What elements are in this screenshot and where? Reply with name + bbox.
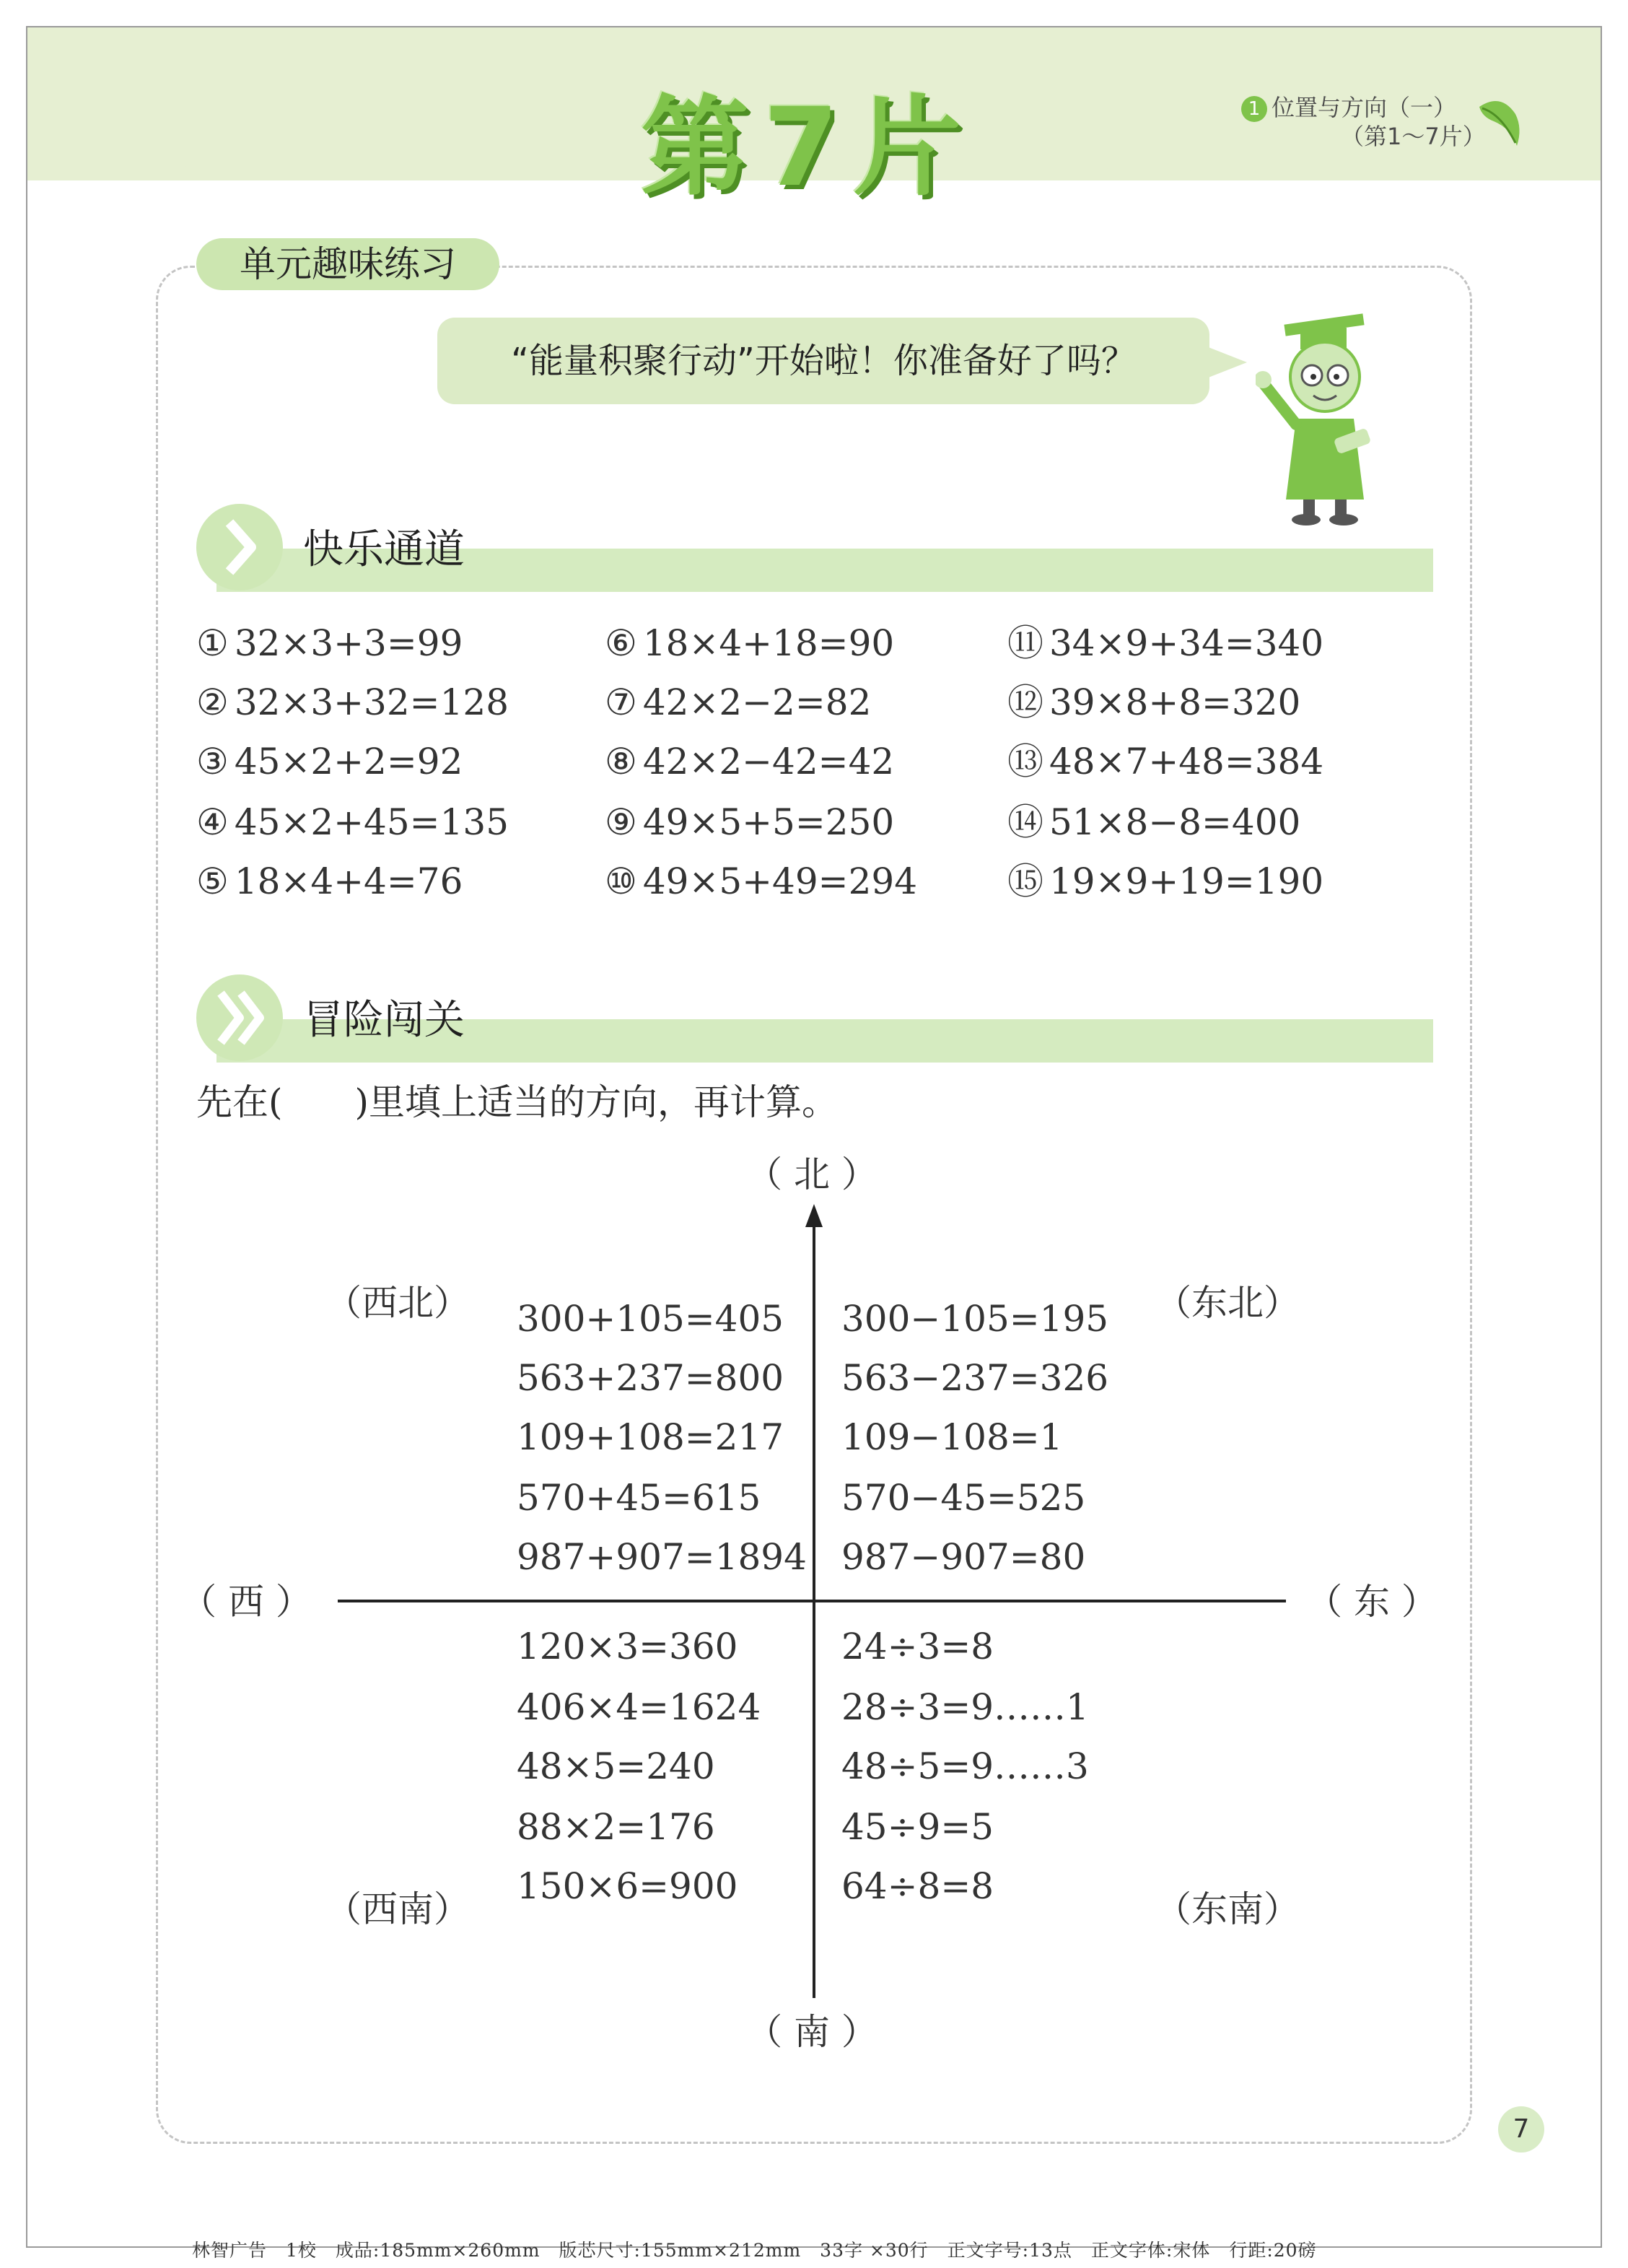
quadrant-nw-equation: 570+45=615 <box>517 1477 761 1519</box>
quadrant-ne-equation: 109−108=1 <box>841 1416 1063 1458</box>
direction-east: （ 东 ） <box>1306 1581 1437 1623</box>
quadrant-ne-equation: 987−907=80 <box>841 1536 1086 1578</box>
page-title: 第7片 <box>640 85 976 211</box>
exercise-equation: 19×9+19=190 <box>1049 860 1324 902</box>
exercise-equation: 42×2−42=42 <box>642 741 895 782</box>
speech-bubble: “能量积聚行动”开始啦！你准备好了吗？ <box>437 318 1209 404</box>
quadrant-nw-equation: 563+237=800 <box>517 1357 784 1399</box>
quadrant-se-equation: 28÷3=9……1 <box>841 1686 1089 1728</box>
exercise-item <box>1007 618 1323 668</box>
quadrant-se-equation: 24÷3=8 <box>841 1626 994 1667</box>
exercise-equation: 48×7+48=384 <box>1049 741 1324 782</box>
chapter-title-text: 位置与方向（一） <box>1272 94 1457 121</box>
direction-southeast: （东南） <box>1155 1888 1300 1930</box>
double-chevron-right-icon <box>211 989 276 1047</box>
exercise-item <box>605 677 871 728</box>
quadrant-nw-equation: 109+108=217 <box>517 1416 784 1458</box>
exercise-item <box>196 618 463 668</box>
direction-west: （ 西 ） <box>180 1581 312 1623</box>
instruction-text: 先在( )里填上适当的方向，再计算。 <box>196 1081 839 1123</box>
exercise-number: ⑮ <box>1007 860 1043 902</box>
quadrant-se-equation: 64÷8=8 <box>841 1865 994 1907</box>
print-info-footer: 林智广告 1校 成品:185mm×260mm 版芯尺寸:155mm×212mm 33字 ×30行 正文字号:13点 正文字体:宋体 行距:20磅 <box>192 2240 1317 2261</box>
exercise-item <box>196 677 509 728</box>
direction-north: （ 北 ） <box>746 1153 878 1195</box>
exercise-equation: 18×4+18=90 <box>642 622 895 664</box>
direction-northeast: （东北） <box>1155 1282 1300 1324</box>
quadrant-ne-equation: 563−237=326 <box>841 1357 1109 1399</box>
quadrant-sw-equation: 406×4=1624 <box>517 1686 761 1728</box>
exercise-equation: 49×5+49=294 <box>642 860 918 902</box>
page-number: 7 <box>1498 2106 1544 2153</box>
exercise-number: ① <box>196 622 229 664</box>
exercise-equation: 34×9+34=340 <box>1049 622 1324 664</box>
chevron-right-icon <box>216 518 267 576</box>
exercise-number: ③ <box>196 741 229 782</box>
exercise-number: ⑬ <box>1007 741 1043 782</box>
quadrant-se-equation: 45÷9=5 <box>841 1806 994 1848</box>
section2-title: 冒险闯关 <box>303 997 465 1044</box>
exercise-item <box>1007 677 1300 728</box>
exercise-item <box>1007 856 1323 907</box>
exercise-equation: 39×8+8=320 <box>1049 681 1301 723</box>
exercise-equation: 18×4+4=76 <box>234 860 463 902</box>
direction-southwest: （西南） <box>325 1888 470 1930</box>
exercise-item <box>605 856 917 907</box>
exercise-item <box>196 797 509 847</box>
speech-bubble-tail <box>1207 346 1247 378</box>
quadrant-sw-equation: 88×2=176 <box>517 1806 715 1848</box>
quadrant-ne-equation: 300−105=195 <box>841 1298 1109 1340</box>
exercise-equation: 32×3+3=99 <box>234 622 463 664</box>
quadrant-nw-equation: 987+907=1894 <box>517 1536 807 1578</box>
exercise-number: ⑩ <box>605 860 637 902</box>
unit-tab: 单元趣味练习 <box>196 238 499 290</box>
direction-northwest: （西北） <box>325 1282 470 1324</box>
quadrant-ne-equation: 570−45=525 <box>841 1477 1086 1519</box>
chapter-range: （第1～7片） <box>1341 123 1486 150</box>
exercise-equation: 49×5+5=250 <box>642 801 895 843</box>
exercise-item <box>1007 797 1300 847</box>
direction-south: （ 南 ） <box>746 2011 878 2053</box>
exercise-equation: 45×2+2=92 <box>234 741 463 782</box>
exercise-number: ⑤ <box>196 860 229 902</box>
exercise-equation: 51×8−8=400 <box>1049 801 1301 843</box>
exercise-item <box>605 736 894 787</box>
exercise-number: ⑧ <box>605 741 637 782</box>
exercise-item <box>196 856 463 907</box>
exercise-item <box>605 618 894 668</box>
scholar-mascot-icon <box>1256 310 1386 527</box>
exercise-equation: 32×3+32=128 <box>234 681 509 723</box>
exercise-number: ⑭ <box>1007 801 1043 843</box>
compass-axes <box>332 1198 1292 2007</box>
exercise-equation: 42×2−2=82 <box>642 681 872 723</box>
chapter-number-badge: 1 <box>1241 96 1267 122</box>
exercise-item <box>605 797 894 847</box>
exercise-number: ⑦ <box>605 681 637 723</box>
quadrant-nw-equation: 300+105=405 <box>517 1298 784 1340</box>
section1-title: 快乐通道 <box>303 526 465 573</box>
exercise-item <box>196 736 463 787</box>
exercise-number: ⑪ <box>1007 622 1043 664</box>
quadrant-sw-equation: 120×3=360 <box>517 1626 738 1667</box>
exercise-number: ④ <box>196 801 229 843</box>
leaf-icon <box>1472 92 1530 150</box>
exercise-number: ② <box>196 681 229 723</box>
exercise-number: ⑫ <box>1007 681 1043 723</box>
quadrant-se-equation: 48÷5=9……3 <box>841 1745 1089 1787</box>
exercise-item <box>1007 736 1323 787</box>
quadrant-sw-equation: 150×6=900 <box>517 1865 738 1907</box>
quadrant-sw-equation: 48×5=240 <box>517 1745 715 1787</box>
exercise-number: ⑥ <box>605 622 637 664</box>
exercise-equation: 45×2+45=135 <box>234 801 509 843</box>
exercise-number: ⑨ <box>605 801 637 843</box>
